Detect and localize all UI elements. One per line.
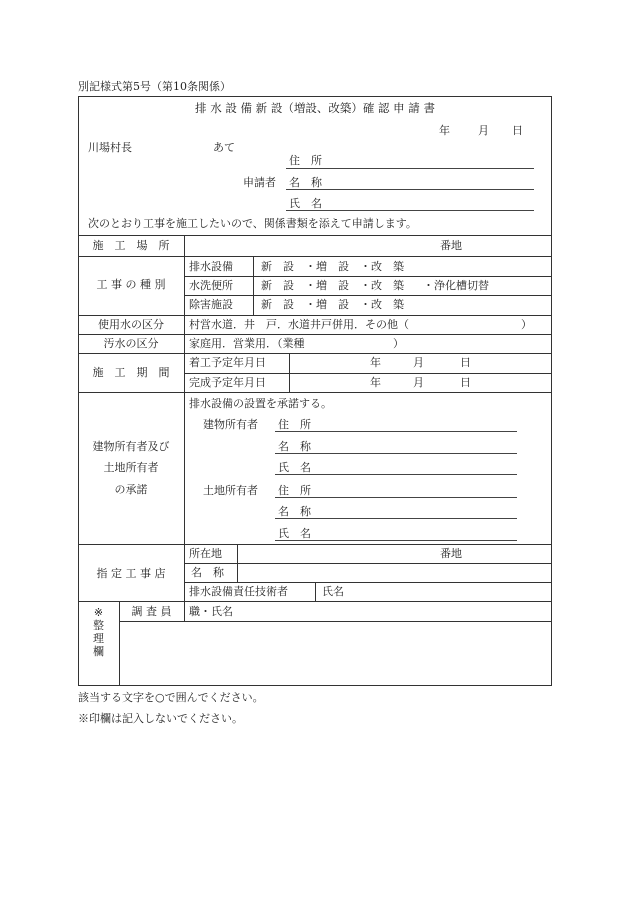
work-type-extra[interactable]: ・浄化槽切替	[423, 279, 489, 292]
consent-statement: 排水設備の設置を承諾する。	[189, 397, 332, 410]
row-divider	[78, 544, 552, 545]
work-type-divider	[253, 256, 254, 315]
period-start-day: 日	[460, 356, 471, 369]
subrow-divider	[184, 373, 552, 374]
land-owner-address-field[interactable]	[275, 497, 517, 498]
land-owner-person-name-label: 氏 名	[278, 527, 311, 540]
applicant-address-field[interactable]	[286, 168, 534, 169]
applicant-corp-name-field[interactable]	[286, 189, 534, 190]
period-start-month: 月	[413, 356, 424, 369]
applicant-person-name-label: 氏 名	[289, 197, 322, 210]
addressee-mayor: 川場村長	[88, 141, 132, 154]
intro-text: 次のとおり工事を施工したいので、関係書類を添えて申請します。	[88, 217, 417, 230]
office-label-char: 欄	[93, 645, 104, 658]
period-start-label: 着工予定年月日	[189, 356, 266, 369]
row-divider	[78, 256, 552, 257]
sewage-options[interactable]: 家庭用．営業用．（業種	[189, 337, 305, 350]
building-owner-label: 建物所有者	[203, 418, 258, 431]
contractor-banchi: 番地	[440, 547, 462, 560]
water-use-label: 使用水の区分	[98, 318, 164, 331]
date-year-label: 年	[439, 124, 450, 137]
building-owner-person-name-field[interactable]	[275, 474, 517, 475]
work-type-options[interactable]: 新 設 ・増 設 ・改 築	[261, 298, 404, 311]
engineer-label: 排水設備責任技術者	[189, 585, 288, 598]
work-type-kind: 除害施設	[189, 298, 233, 311]
water-use-close: ）	[521, 318, 532, 331]
form-title: 排 水 設 備 新 設（増設、改築）確 認 申 請 書	[195, 101, 435, 115]
period-end-day: 日	[460, 376, 471, 389]
site-banchi: 番地	[440, 239, 462, 252]
applicant-person-name-field[interactable]	[286, 210, 534, 211]
subrow-divider	[184, 582, 552, 583]
period-end-label: 完成予定年月日	[189, 376, 266, 389]
contractor-label: 指 定 工 事 店	[96, 567, 166, 580]
land-owner-corp-name-label: 名 称	[278, 505, 311, 518]
consent-label-line: 土地所有者	[103, 461, 159, 474]
note-line: 該当する文字を○で囲んでください。	[78, 691, 264, 704]
engineer-divider	[315, 582, 316, 601]
date-day-label: 日	[512, 124, 523, 137]
period-divider	[289, 353, 290, 392]
subrow-divider	[119, 621, 552, 622]
work-type-options[interactable]: 新 設 ・増 設 ・改 築	[261, 279, 404, 292]
applicant-address-label: 住 所	[289, 154, 322, 167]
row-divider	[78, 235, 552, 236]
site-label: 施 工 場 所	[92, 239, 170, 252]
period-label: 施 工 期 間	[92, 366, 170, 379]
period-start-year: 年	[370, 356, 381, 369]
note-line: ※印欄は記入しないでください。	[78, 712, 243, 725]
row-divider	[78, 334, 552, 335]
subrow-divider	[184, 563, 552, 564]
period-end-month: 月	[413, 376, 424, 389]
land-owner-address-label: 住 所	[278, 484, 311, 497]
inspector-label: 調 査 員	[131, 605, 172, 618]
land-owner-person-name-field[interactable]	[275, 540, 517, 541]
office-label-char: 理	[93, 632, 104, 645]
building-owner-person-name-label: 氏 名	[278, 461, 311, 474]
contractor-location-label: 所在地	[189, 547, 222, 560]
applicant-label: 申請者	[243, 176, 276, 189]
sewage-close: ）	[393, 337, 404, 350]
addressee-ate: あて	[213, 141, 235, 154]
water-use-options[interactable]: 村営水道．井 戸．水道井戸併用．その他（	[189, 318, 409, 331]
office-label-char: 整	[93, 619, 104, 632]
contractor-divider	[237, 544, 238, 582]
subrow-divider	[184, 295, 552, 296]
engineer-name-label: 氏名	[322, 585, 344, 598]
sewage-label: 汚水の区分	[103, 337, 159, 350]
work-type-label: 工 事 の 種 別	[96, 278, 166, 291]
work-type-kind: 水洗便所	[189, 279, 233, 292]
label-column-divider	[184, 235, 185, 601]
row-divider	[78, 392, 552, 393]
building-owner-corp-name-field[interactable]	[275, 453, 517, 454]
land-owner-corp-name-field[interactable]	[275, 518, 517, 519]
consent-label-line: 建物所有者及び	[92, 440, 170, 453]
work-type-kind: 排水設備	[189, 260, 233, 273]
row-divider	[78, 315, 552, 316]
inspector-divider	[184, 601, 185, 621]
inspector-position-label: 職・氏名	[189, 605, 233, 618]
subrow-divider	[184, 276, 552, 277]
building-owner-address-label: 住 所	[278, 418, 311, 431]
row-divider	[78, 601, 552, 602]
applicant-corp-name-label: 名 称	[289, 176, 322, 189]
contractor-name-label: 名 称	[191, 566, 224, 579]
building-owner-corp-name-label: 名 称	[278, 440, 311, 453]
form-number: 別記様式第5号（第10条関係）	[78, 80, 231, 93]
period-end-year: 年	[370, 376, 381, 389]
row-divider	[78, 353, 552, 354]
office-label-char: ※	[93, 606, 104, 619]
work-type-options[interactable]: 新 設 ・増 設 ・改 築	[261, 260, 404, 273]
building-owner-address-field[interactable]	[275, 431, 517, 432]
land-owner-label: 土地所有者	[203, 484, 258, 497]
date-month-label: 月	[478, 124, 489, 137]
consent-label-line: の承諾	[114, 483, 148, 496]
